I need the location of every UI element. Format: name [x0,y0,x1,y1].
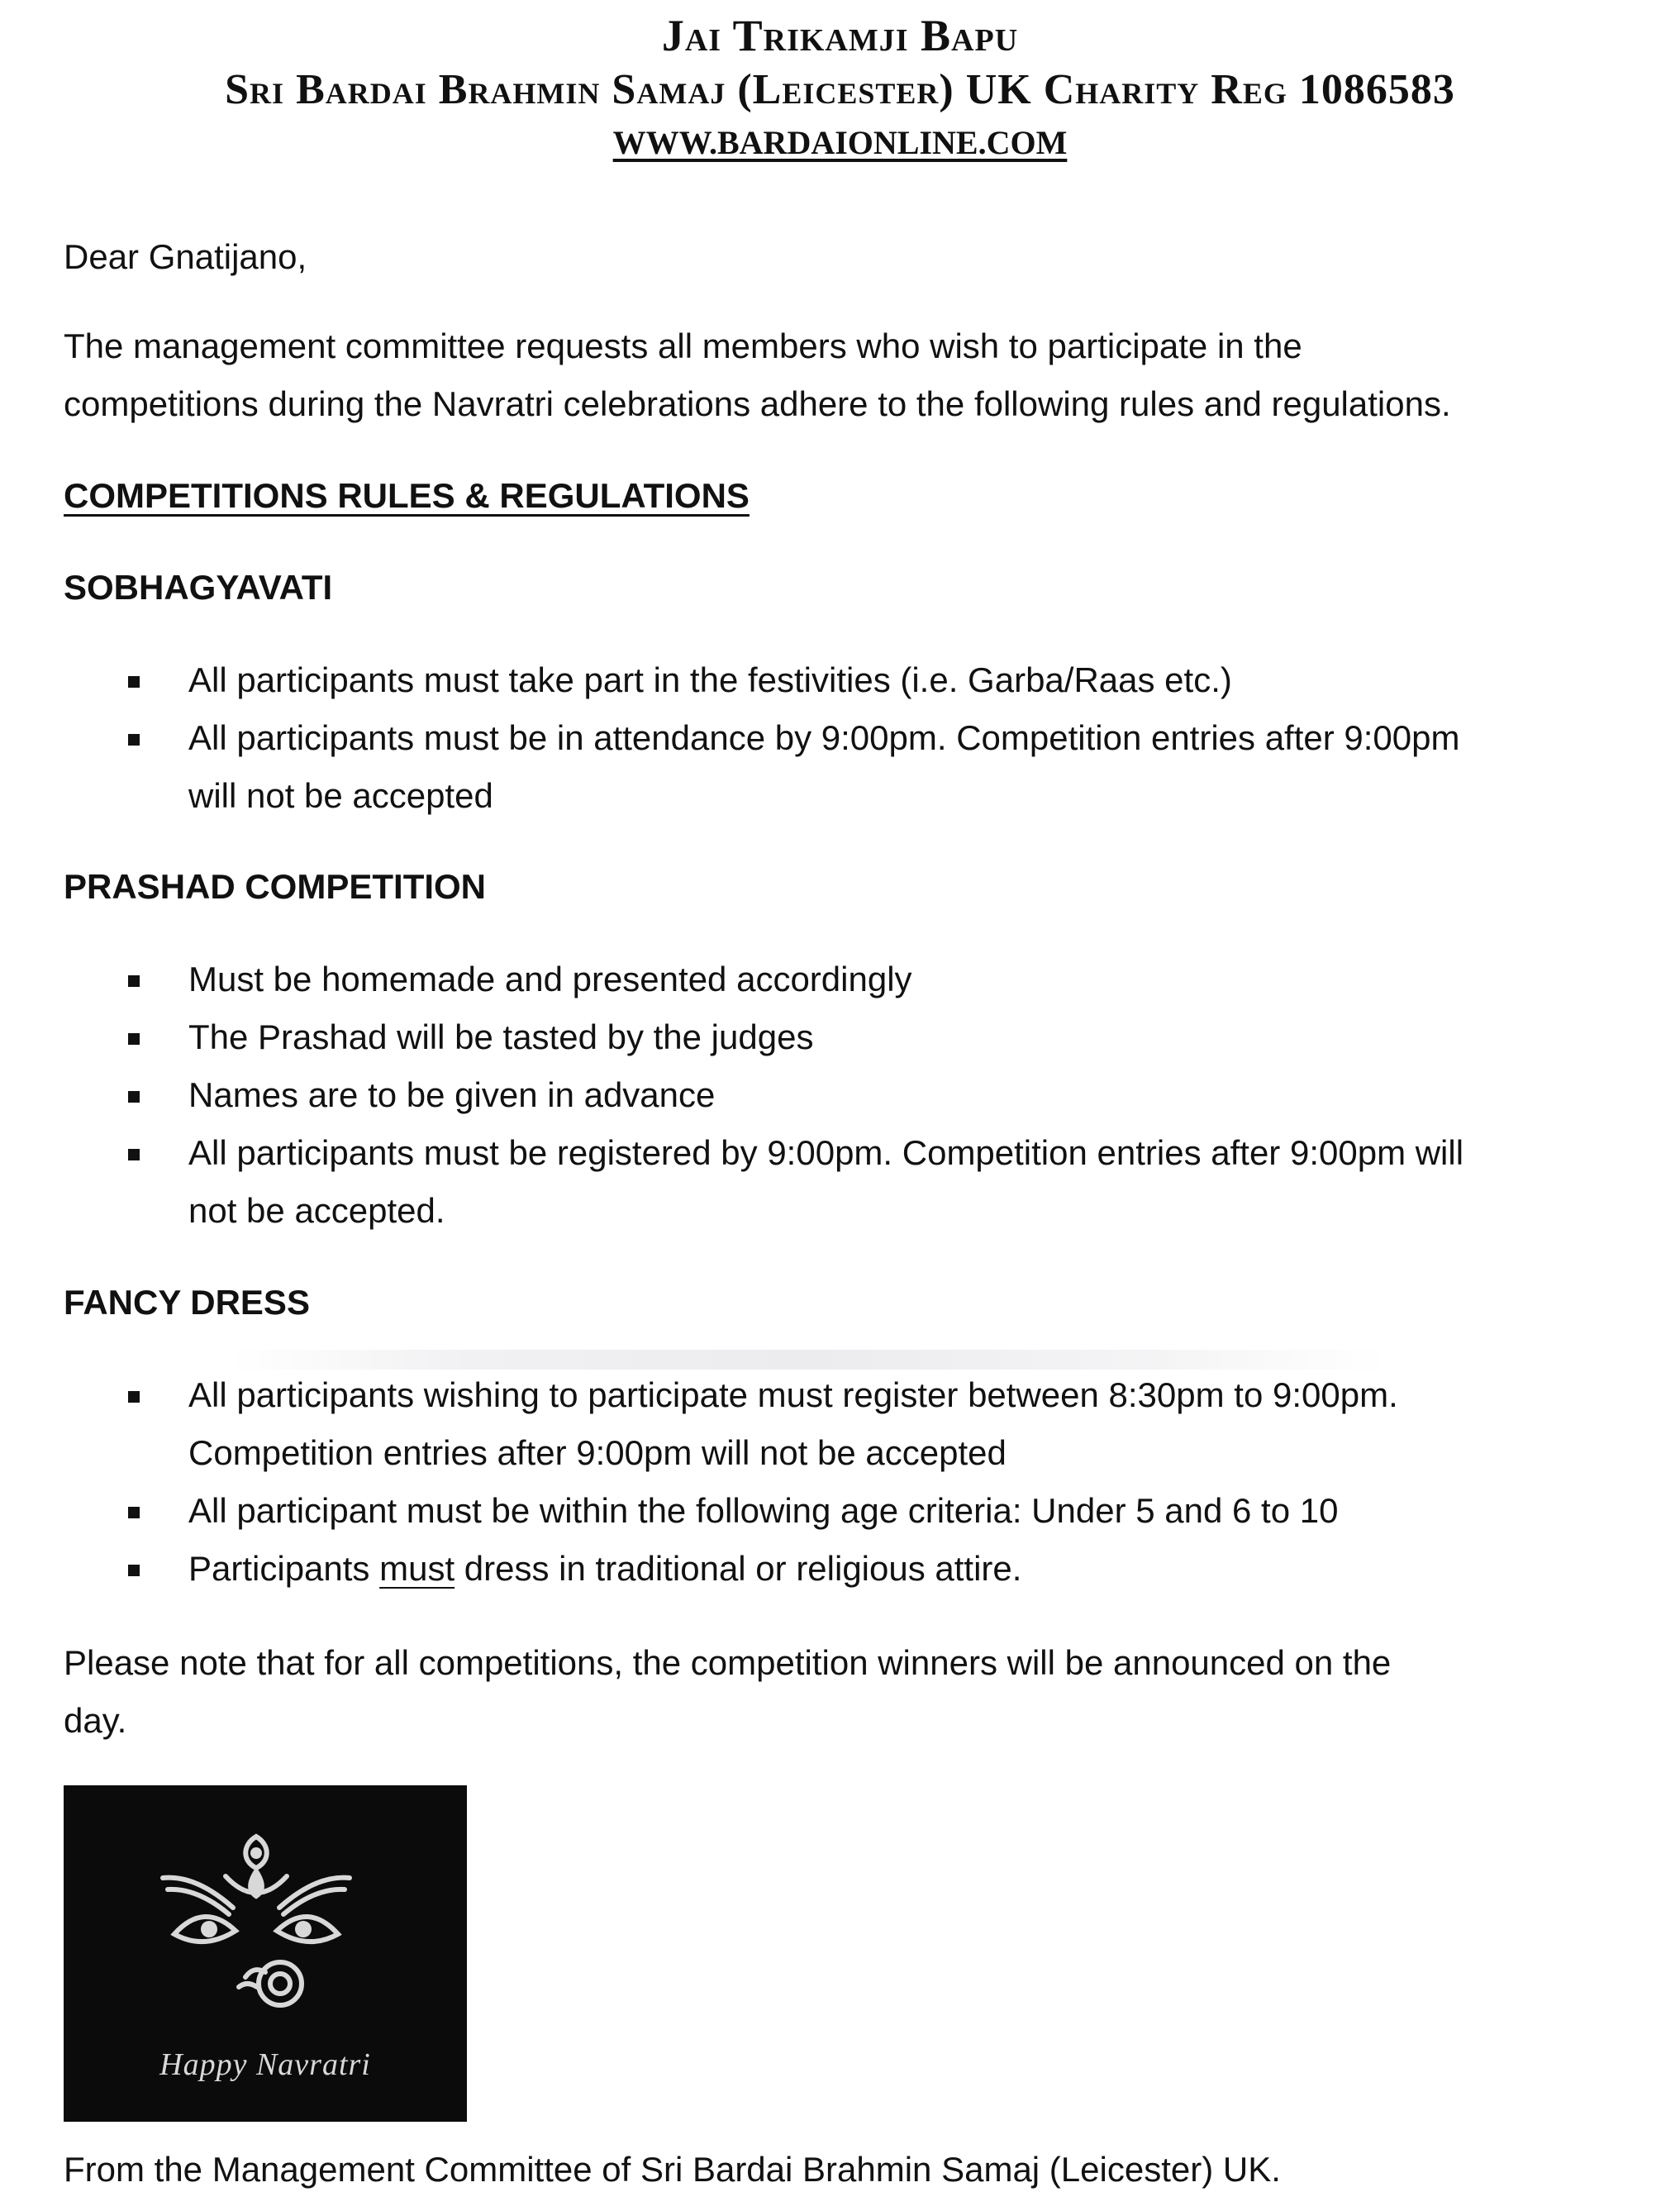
list-item-text-continued: will not be accepted [188,776,493,815]
main-heading: COMPETITIONS RULES & REGULATIONS [64,476,750,515]
closing-note-line-1: Please note that for all competitions, the competition winners will be announced on the [64,1643,1392,1682]
list-item-text: All participant must be within the following age criteria: Under 5 and 6 to 10 [188,1491,1339,1530]
bullet-icon [128,734,140,746]
intro-line-1: The management committee requests all members who wish to participate in the [64,326,1302,365]
bullet-icon [128,1507,140,1518]
sobhagyavati-rules [0,651,1626,825]
section-title-sobhagyavati: SOBHAGYAVATI [64,568,333,607]
list-item [0,651,1626,709]
list-item [0,1540,1626,1598]
list-item [0,951,1626,1008]
bullet-icon [128,1391,140,1403]
list-item-text-continued: Competition entries after 9:00pm will not be accepted [188,1433,1007,1472]
list-item-text: The Prashad will be tasted by the judges [188,1017,814,1056]
website-link[interactable]: WWW.BARDAIONLINE.COM [612,124,1068,161]
bullet-icon [128,1033,140,1045]
fancy-dress-rules [0,1366,1626,1598]
emphasis-must: must [379,1549,455,1588]
letterhead-organisation [0,63,1680,117]
list-item-text: All participants must take part in the festivities (i.e. Garba/Raas etc.) [188,660,1232,699]
list-item-text: Names are to be given in advance [188,1075,716,1114]
list-item-text-continued: not be accepted. [188,1191,445,1230]
list-item-text: All participants wishing to participate must register between 8:30pm to 9:00pm. [188,1375,1398,1414]
badge-caption: Happy Navratri [159,2047,371,2082]
section-title-fancy-dress: FANCY DRESS [64,1283,310,1322]
charity-number: 1086583 [1298,66,1455,113]
list-item-text: All participants must be registered by 9:00pm. Competition entries after 9:00pm will [188,1133,1464,1172]
signoff: From the Management Committee of Sri Bardai Brahmin Samaj (Leicester) UK. [64,2150,1281,2189]
list-item [0,1124,1626,1240]
list-item-text: Participants [188,1549,380,1588]
prashad-rules [0,951,1626,1240]
bullet-icon [128,676,140,688]
happy-navratri-card [64,1785,467,2122]
bullet-icon [128,1565,140,1576]
list-item-text: All participants must be in attendance by 9:00pm. Competition entries after 9:00pm [188,718,1460,757]
list-item [0,1482,1626,1540]
bullet-icon [128,975,140,987]
organisation-name: Sri Bardai Brahmin Samaj (Leicester) UK Charity Reg [225,66,1299,113]
intro-line-2: competitions during the Navratri celebrations adhere to the following rules and regulations. [64,384,1451,423]
list-item [0,1066,1626,1124]
list-item-text: Must be homemade and presented accordingly [188,960,912,998]
section-title-prashad: PRASHAD COMPETITION [64,867,487,906]
list-item-text-end: dress in traditional or religious attire. [455,1549,1022,1588]
bullet-icon [128,1091,140,1103]
bullet-icon [128,1149,140,1160]
closing-note-line-2: day. [64,1701,127,1740]
letterhead [0,8,1680,167]
list-item [0,1008,1626,1066]
list-item [0,709,1626,825]
letterhead-title: Jai Trikamji Bapu [661,11,1019,60]
greeting: Dear Gnatijano, [64,237,307,276]
list-item [0,1366,1626,1482]
